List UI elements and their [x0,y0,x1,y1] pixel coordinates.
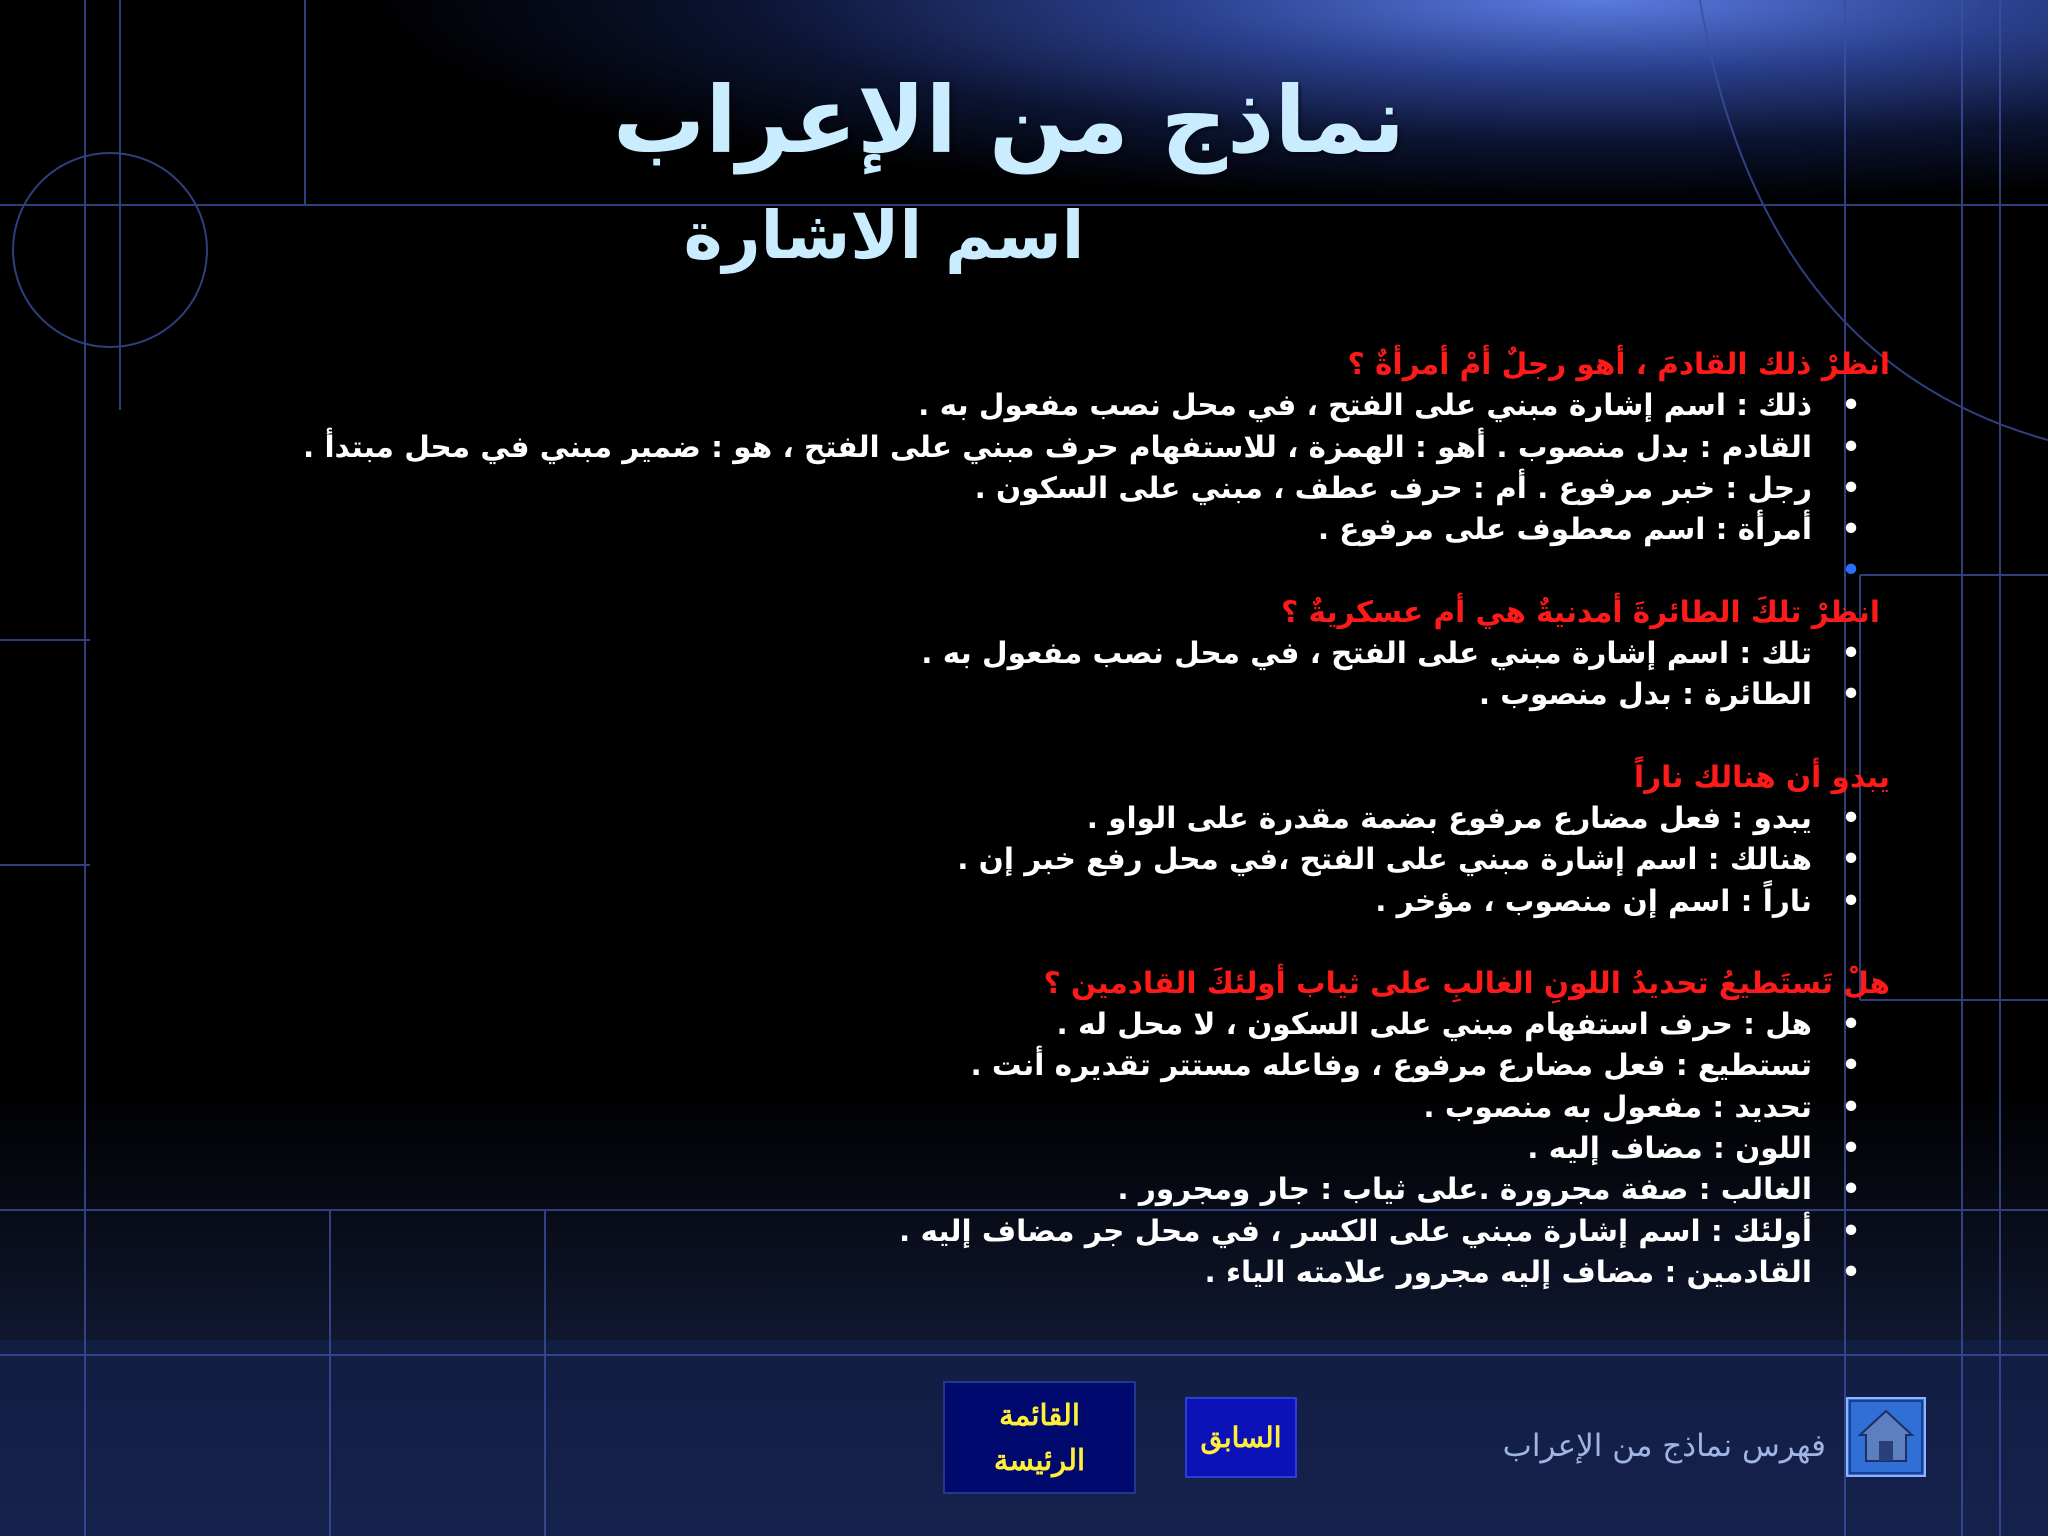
list-item [70,1128,1890,1169]
list-item-empty [70,550,1890,591]
list-item-text: تلك : اسم إشارة مبني على الفتح ، في محل نصب مفعول به . [921,636,1812,671]
list-item [70,798,1890,839]
question-4: هلْ تَستَطيعُ تحديدُ اللونِ الغالبِ على ثياب أولئكَ القادمين ؟ [1043,965,1890,1000]
bullet-icon: • [1841,1089,1861,1124]
list-item-text: ذلك : اسم إشارة مبني على الفتح ، في محل نصب مفعول به . [918,388,1812,423]
main-menu-label-line1: القائمة [999,1397,1080,1432]
home-icon[interactable] [1846,1397,1926,1477]
list-item-text: ناراً : اسم إن منصوب ، مؤخر . [1375,883,1812,918]
question-1: انظرْ ذلك القادمَ ، أهو رجلٌ أمْ أمرأةٌ ؟ [1347,347,1890,381]
list-item-text: تستطيع : فعل مضارع مرفوع ، وفاعله مستتر تقديره أنت . [970,1048,1812,1083]
list-item-text: القادمين : مضاف إليه مجرور علامته الياء . [1204,1254,1812,1289]
bullet-icon: • [1841,470,1861,505]
list-item [70,1169,1890,1210]
list-item [70,633,1890,674]
bullet-icon: • [1841,1131,1861,1166]
bullet-icon: • [1841,677,1861,712]
bullet-icon: • [1841,1213,1861,1248]
list-item-text: الطائرة : بدل منصوب . [1478,677,1812,712]
list-item [70,674,1890,715]
previous-button[interactable] [1185,1397,1297,1478]
bullet-icon: • [1841,636,1861,671]
list-item [70,1252,1890,1293]
list-item-text: هنالك : اسم إشارة مبني على الفتح ،في محل رفع خبر إن . [957,842,1812,877]
bullet-icon: • [1841,512,1861,547]
main-menu-button[interactable] [943,1381,1136,1494]
section-3 [70,757,1890,922]
section-1 [70,344,1890,716]
list-item [70,385,1890,426]
content-area [70,344,1890,1293]
list-item-text: أولئك : اسم إشارة مبني على الكسر ، في محل جر مضاف إليه . [899,1213,1812,1248]
list-item-text: يبدو : فعل مضارع مرفوع بضمة مقدرة على الواو . [1086,800,1812,835]
bullet-icon: • [1841,553,1861,588]
list-item-text: اللون : مضاف إليه . [1527,1131,1812,1166]
question-3: يبدو أن هنالك ناراً [1634,759,1890,794]
bullet-icon: • [1841,883,1861,918]
list-item-text: تحديد : مفعول به منصوب . [1423,1089,1812,1124]
list-item-text: القادم : بدل منصوب . أهو : الهمزة ، للاستفهام حرف مبني على الفتح ، هو : ضمير مبني في محل مبتدأ . [302,429,1812,464]
list-item-text: الغالب : صفة مجرورة .على ثياب : جار ومجرور . [1117,1172,1812,1207]
list-item-text: رجل : خبر مرفوع . أم : حرف عطف ، مبني على السكون . [974,470,1812,505]
bullet-icon: • [1841,1254,1861,1289]
list-item [70,839,1890,880]
bullet-icon: • [1841,1007,1861,1042]
list-item [70,427,1890,468]
list-item [70,509,1890,550]
bullet-icon: • [1841,842,1861,877]
list-item [70,1087,1890,1128]
question-2: انظرْ تلكَ الطائرةَ أمدنيةٌ هي أم عسكريةٌ ؟ [1281,594,1880,629]
list-item [70,468,1890,509]
page-title: نماذج من الإعراب [612,67,1406,174]
list-item [70,1211,1890,1252]
bullet-icon: • [1841,800,1861,835]
bullet-icon: • [1841,1172,1861,1207]
bullet-icon: • [1841,388,1861,423]
main-menu-label-line2: الرئيسة [993,1442,1086,1477]
section-4 [70,963,1890,1293]
list-item [70,881,1890,922]
list-item-text: هل : حرف استفهام مبني على السكون ، لا محل له . [1056,1007,1812,1042]
main-menu-label [994,1393,1085,1483]
bullet-icon: • [1841,1048,1861,1083]
page-subtitle: اسم الاشارة [683,197,1085,274]
index-link[interactable]: فهرس نماذج من الإعراب [1502,1428,1826,1464]
list-item [70,1045,1890,1086]
previous-button-label: السابق [1200,1421,1282,1454]
bullet-icon: • [1841,429,1861,464]
list-item [70,1004,1890,1045]
list-item-text: أمرأة : اسم معطوف على مرفوع . [1317,512,1812,547]
